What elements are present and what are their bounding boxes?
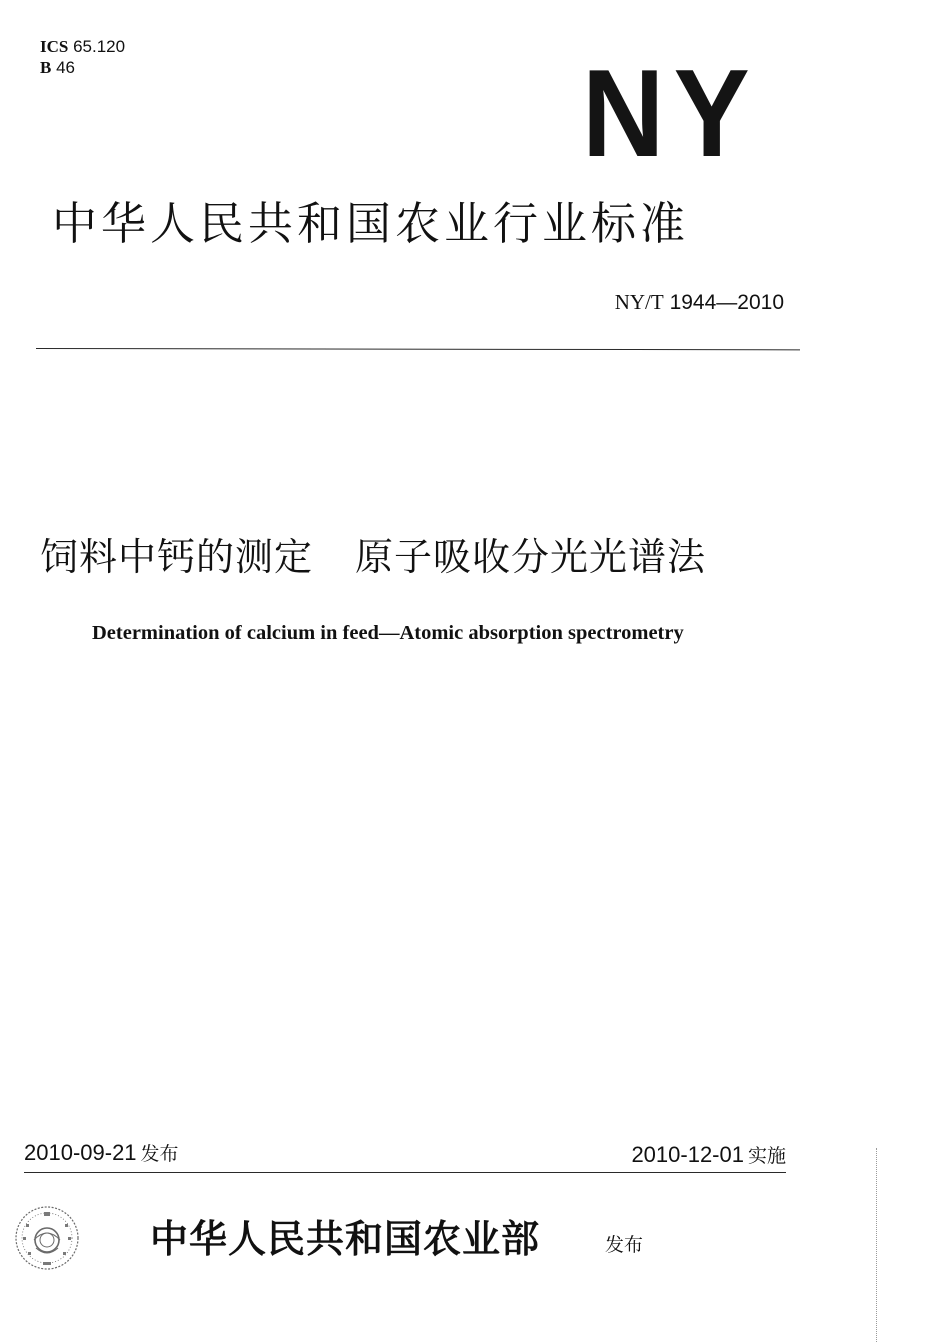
issue-date — [24, 1138, 179, 1169]
category-code-row — [40, 57, 125, 78]
issue-date-suffix: 发布 — [140, 1143, 179, 1165]
standard-number — [615, 289, 784, 316]
implementation-date-value: 2010-12-01 — [631, 1142, 744, 1167]
issuing-ministry-suffix: 发布 — [605, 1234, 644, 1256]
document-title-cn-part2: 原子吸收分光光谱法 — [355, 535, 707, 579]
implementation-date-suffix: 实施 — [747, 1145, 786, 1167]
scan-edge-line — [876, 1148, 877, 1342]
ny-logo: NY — [582, 45, 759, 183]
implementation-date — [631, 1140, 786, 1171]
category-label: B — [40, 58, 52, 77]
ics-code: 65.120 — [73, 37, 126, 56]
standard-title: 中华人民共和国农业行业标准 — [52, 197, 690, 250]
document-title-cn — [40, 532, 706, 582]
document-title-en: Determination of calcium in feed—Atomic absorption spectrometry — [92, 622, 684, 644]
footer-divider — [24, 1172, 786, 1173]
ministry-seal-icon — [14, 1204, 80, 1272]
standard-number-prefix: NY/T — [614, 290, 664, 314]
classification-codes — [40, 36, 125, 78]
issue-date-value: 2010-09-21 — [24, 1140, 137, 1165]
header-divider — [36, 348, 800, 350]
standard-number-code: 1944—2010 — [669, 291, 784, 314]
ics-code-row — [40, 36, 125, 57]
ics-label: ICS — [40, 37, 69, 56]
document-title-cn-part1: 饲料中钙的测定 — [40, 535, 314, 579]
category-code: 46 — [56, 58, 75, 77]
issuing-ministry: 中华人民共和国农业部 — [150, 1216, 541, 1261]
